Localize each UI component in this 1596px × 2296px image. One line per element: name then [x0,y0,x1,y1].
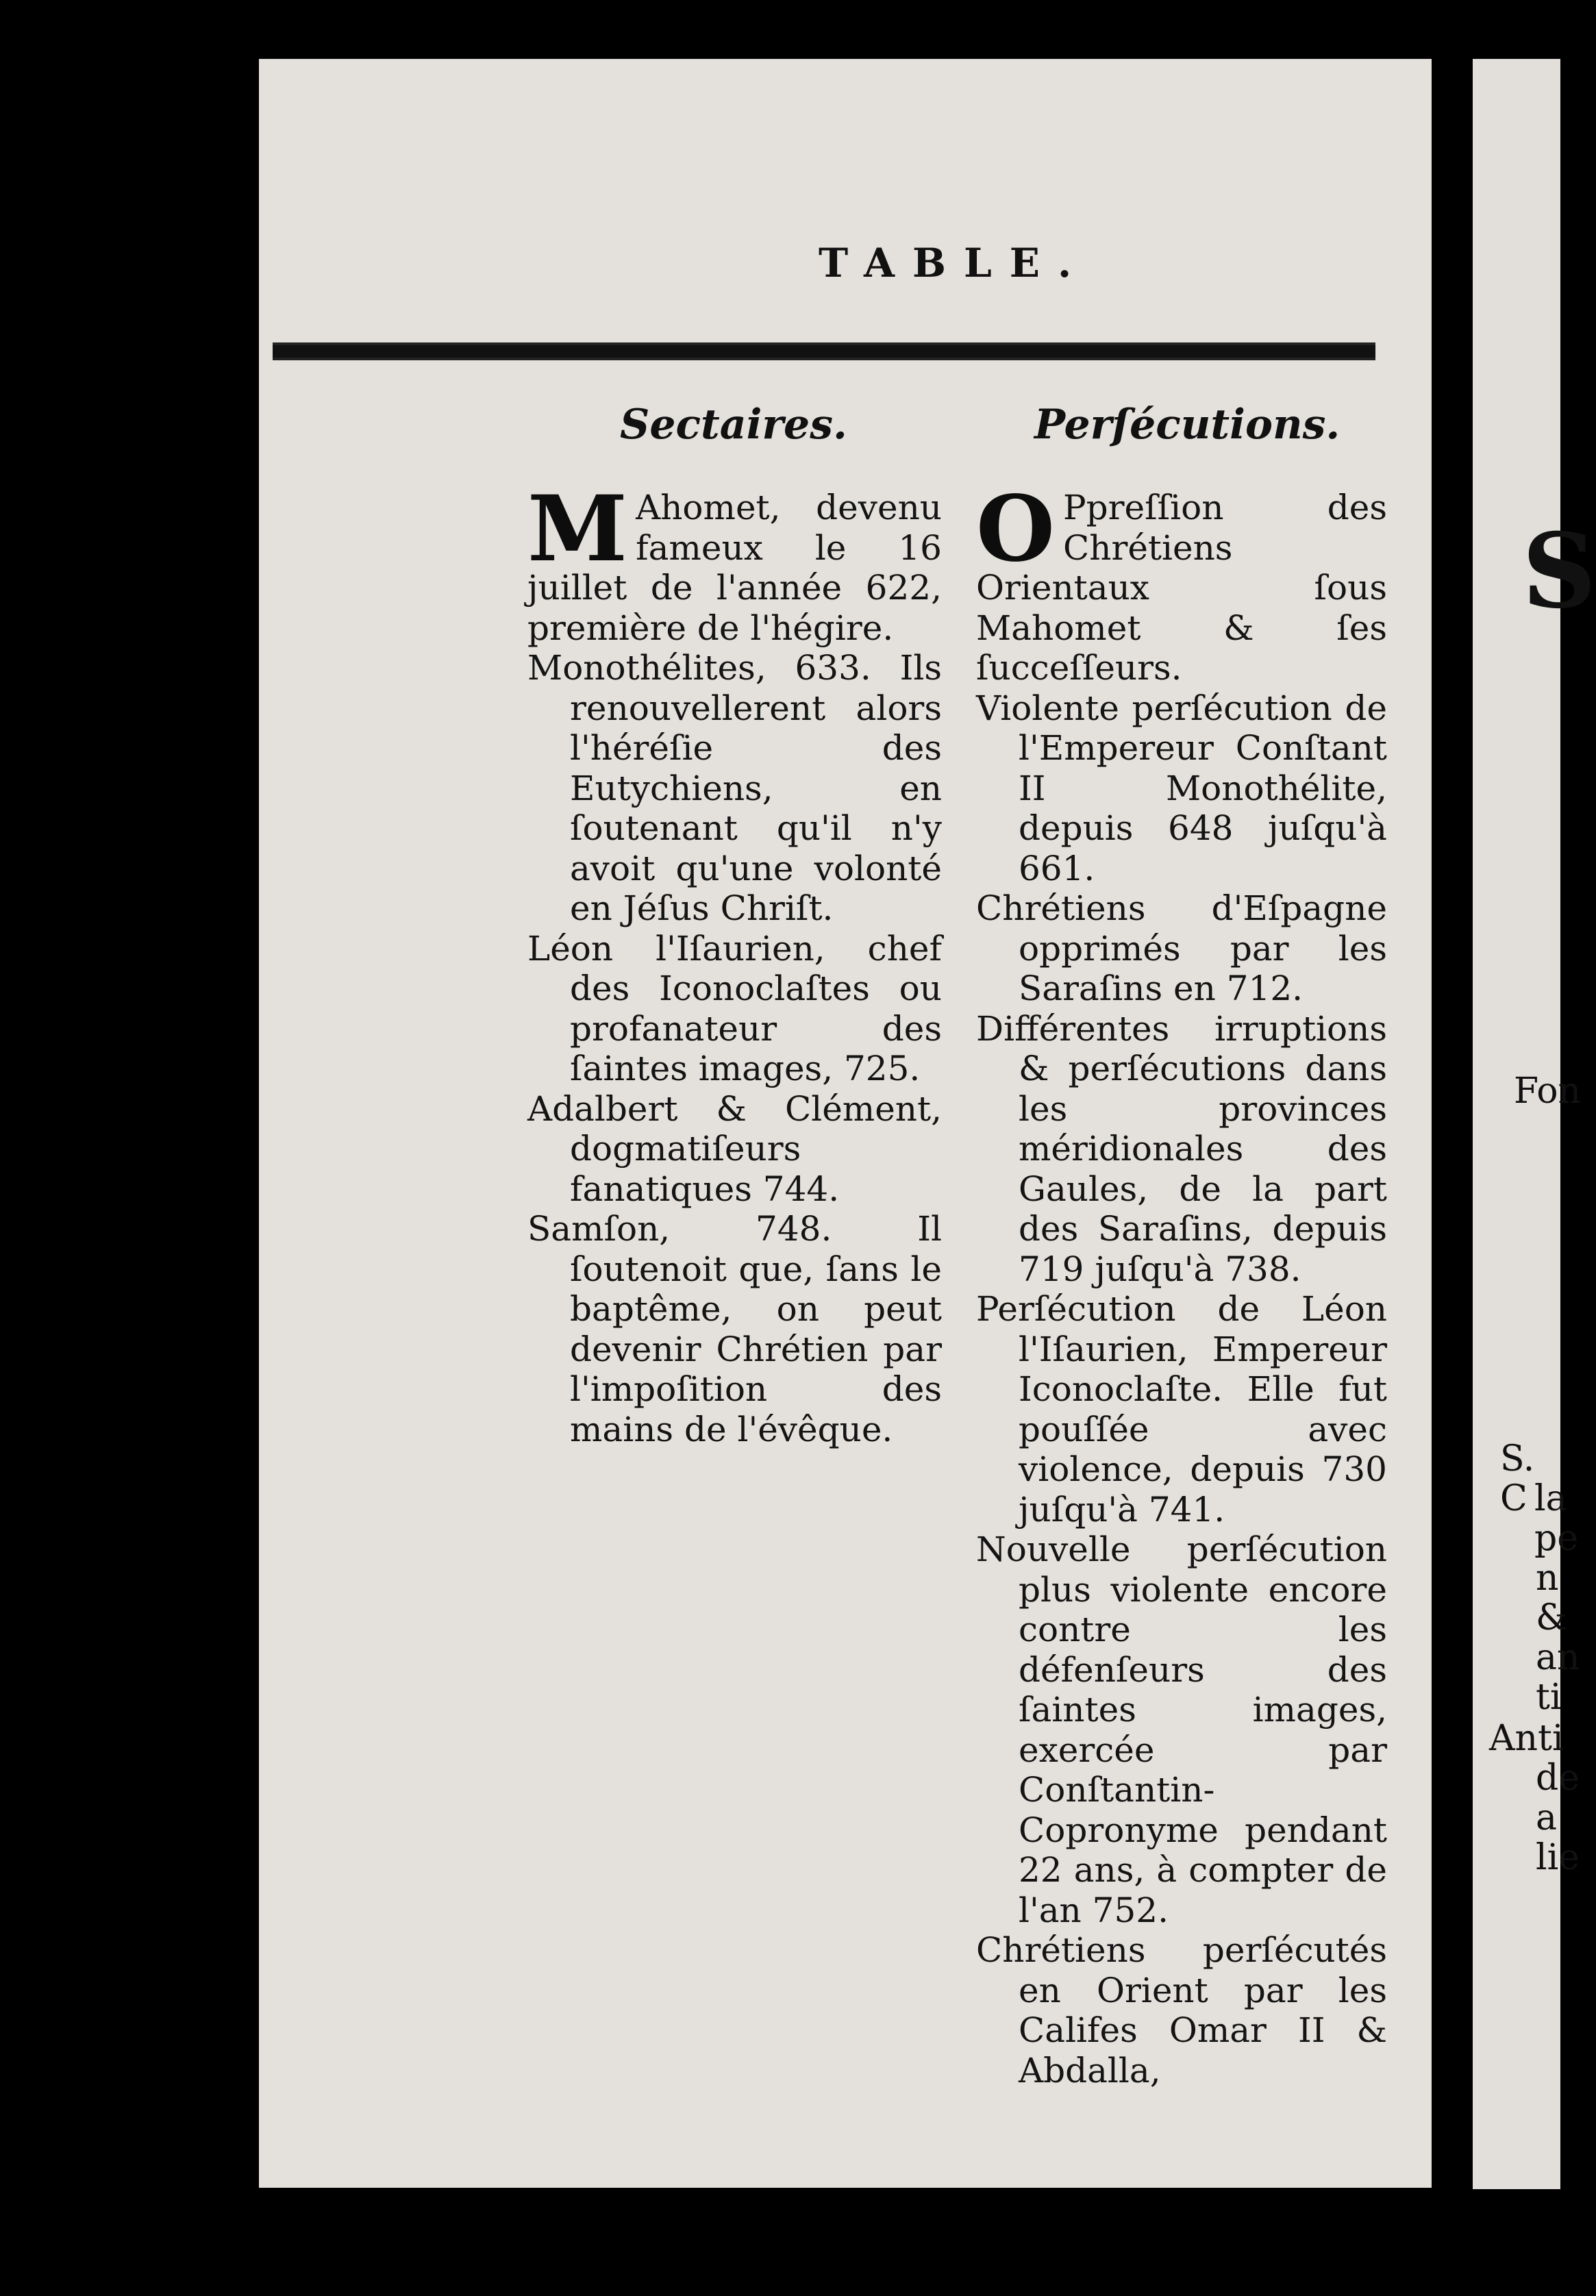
facing-page-fragment: Fon [1514,1071,1582,1112]
facing-page-fragment: Anti [1489,1718,1564,1759]
entry-text: Différentes irruptions & perſécutions dans les provinces méridionales des Gaules, de la part des Saraſins, depuis 719 juſqu'à 738. [976,1008,1387,1289]
facing-page-big-letter: S [1522,511,1596,632]
entry-text: Ppreſſion des Chrétiens Orientaux ſous Mahomet & ſes ſucceſſeurs. [976,488,1387,688]
entry-text: Ahomet, devenu fameux le 16 juillet de l'année 622, première de l'hégire. [527,488,942,648]
entry-text: Nouvelle perſécution plus violente encore contre les défenſeurs des ſaintes images, exercée par Conſtantin-Copronyme pendant 22 ans, à compter de l'an 752. [976,1530,1387,1930]
list-item [976,1930,1387,2091]
entry-text: Adalbert & Clément, dogmatiſeurs fanatiques 744. [527,1088,942,1209]
left-column-heading: Sectaires. [620,401,847,449]
entry-text: Samſon, 748. Il ſoutenoit que, ſans le baptême, on peut devenir Chrétien par l'impoſition des mains de l'évêque. [527,1209,942,1449]
list-item [527,929,942,1089]
list-item [976,1009,1387,1290]
facing-page-fragment: S. C [1500,1438,1535,1519]
entry-text: Perſécution de Léon l'Iſaurien, Empereur Iconoclaſte. Elle fut pouſſée avec violence, depuis 730 juſqu'à 741. [976,1289,1387,1530]
list-item [976,1289,1387,1530]
facing-page-fragment: pe [1534,1518,1579,1559]
list-item [527,476,942,648]
facing-page-edge [1473,59,1596,2189]
drop-cap: M [527,476,628,582]
entry-text: Léon l'Iſaurien, chef des Iconoclaſtes ou profanateur des ſaintes images, 725. [527,928,942,1088]
right-column [976,476,1387,2091]
facing-page-fragment: la [1534,1478,1567,1519]
facing-page-fragment: & [1536,1597,1568,1638]
list-item [976,1530,1387,1930]
facing-page-fragment: n [1536,1558,1559,1599]
header-rule [273,342,1375,360]
list-item [976,476,1387,688]
entry-text: Monothélites, 633. Ils renouvellerent alors l'héréſie des Eutychiens, en ſoutenant qu'il n'y avoit qu'une volonté en Jéſus Chriſt. [527,648,942,928]
list-item [976,888,1387,1009]
entry-text: Chrétiens d'Eſpagne opprimés par les Saraſins en 712. [976,888,1387,1008]
left-column [527,476,942,1449]
facing-page-fragment: lie [1536,1837,1580,1878]
list-item [527,1209,942,1449]
facing-page-fragment: ti [1536,1677,1562,1718]
facing-page-fragment: de [1536,1758,1580,1799]
entry-text: Violente perſécution de l'Empereur Conſtant II Monothélite, depuis 648 juſqu'à 661. [976,688,1387,888]
entry-text: Chrétiens perſécutés en Orient par les Califes Omar II & Abdalla, [976,1930,1387,2091]
right-column-heading: Perſécutions. [1034,401,1341,449]
page-title: TABLE. [819,240,1090,286]
list-item [527,648,942,929]
list-item [976,688,1387,889]
drop-cap: O [976,476,1055,582]
facing-page-fragment: a [1536,1797,1558,1838]
facing-page-fragment: an [1536,1637,1580,1678]
list-item [527,1089,942,1210]
